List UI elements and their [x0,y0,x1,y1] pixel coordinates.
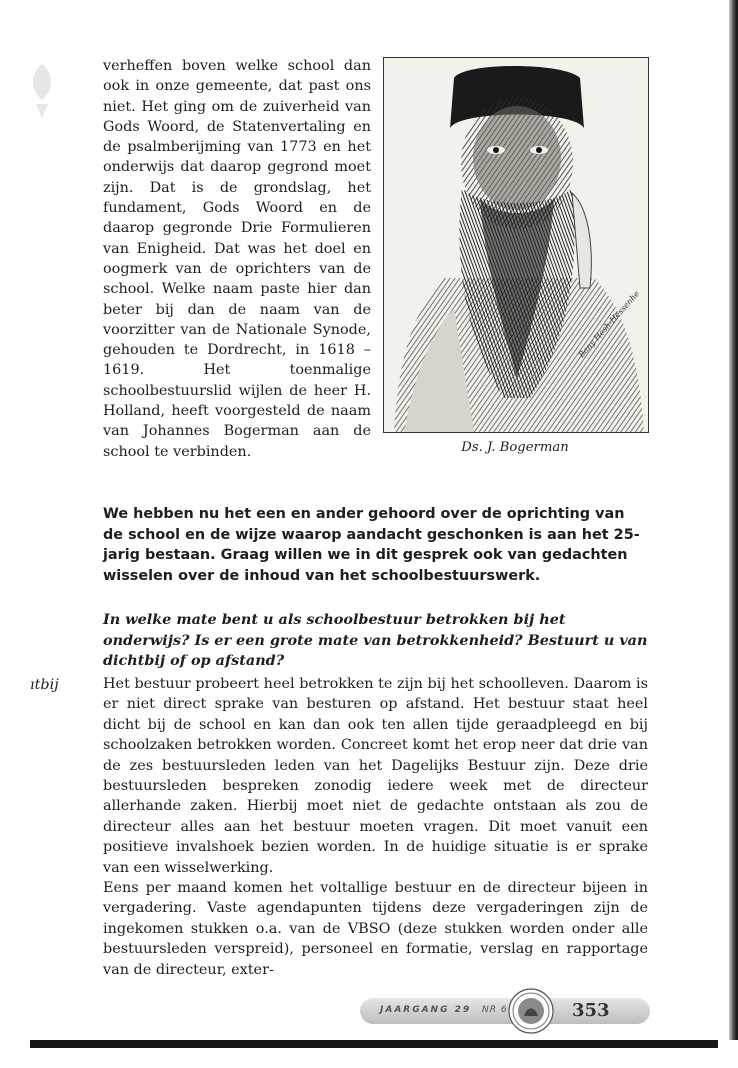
answer-text [103,674,648,980]
column-paragraph: verheffen boven welke school dan ook in onze gemeente, dat past ons niet. Het ging om de zuiverheid van Gods Woord, de Statenvertaling en de psalmberijming van 1773 en het onderwijs dat daarop gegrond moet zijn. Dat is de grondslag, het fundament, Gods Woord en de daarop gegronde Drie Formulieren van Enigheid. Dat was het doel en oogmerk van de oprichters van de school. Welke naam paste hier dan beter bij dan de naam van de voorzitter van de Nationale Synode, gehouden te Dordrecht, in 1618 – 1619. Het toenmalige schoolbestuurslid wijlen de heer H. Holland, heeft voorgesteld de naam van Johannes Bogerman aan de school te verbinden. [103,58,371,460]
page-number: 353 [572,1000,610,1021]
page-spine-shadow [729,0,738,1040]
magazine-seal-icon [508,988,554,1034]
margin-cut-text: ıtbij [30,677,59,693]
portrait-caption: Ds. J. Bogerman [461,440,569,455]
left-column-text [103,56,371,462]
answer-paragraph: Het bestuur probeert heel betrokken te zijn bij het schoolleven. Daarom is er niet direct sprake van besturen op afstand. Het bestuur staat heel dicht bij de school en kan dan ook ten allen tijde geraadpleegd en bij schoolzaken betrokken worden. Concreet komt het erop neer dat drie van de zes bestuursleden leden van het Dagelijks Bestuur zijn. Deze drie bestuursleden bespreken zonodig iedere week met de directeur allerhande zaken. Hierbij moet niet de gedachte ontstaan als zou de directeur alles aan het bestuur moeten vragen. Dit moet vanuit een positieve invalshoek bezien worden. In de huidige situatie is er sprake van een wisselwerking. [103,676,648,876]
volume-label: JAARGANG 29 [380,1005,472,1015]
interview-question: In welke mate bent u als schoolbestuur betrokken bij het onderwijs? Is er een grote mate van betrokkenheid? Bestuurt u van dichtbij of op afstand? [103,611,648,669]
interview-lead: We hebben nu het een en ander gehoord over de oprichting van de school en de wijze waarop aandacht geschonken is aan het 25-jarig bestaan. Graag willen we in dit gesprek ook van gedachten wisselen over de inhoud van het schoolbestuurswerk. [103,506,640,584]
bottom-scan-edge [30,1040,718,1048]
issue-label: NR 6 [482,1005,508,1015]
answer-paragraph: Eens per maand komen het voltallige bestuur en de directeur bijeen in vergadering. Vaste agendapunten tijdens deze vergaderingen zijn de ingekomen stukken o.a. van de VBSO (deze stukken worden onder alle bestuursleden verspreid), personeel en formatie, verslag en rapportage van de directeur, exter- [103,880,648,978]
portrait-engraving [383,57,649,433]
show-through-ornament [22,60,62,120]
page-footer [360,988,650,1034]
bogerman-portrait-image [384,58,648,432]
engraver-signature: Bany Hesh-Hessenhe [576,289,642,360]
